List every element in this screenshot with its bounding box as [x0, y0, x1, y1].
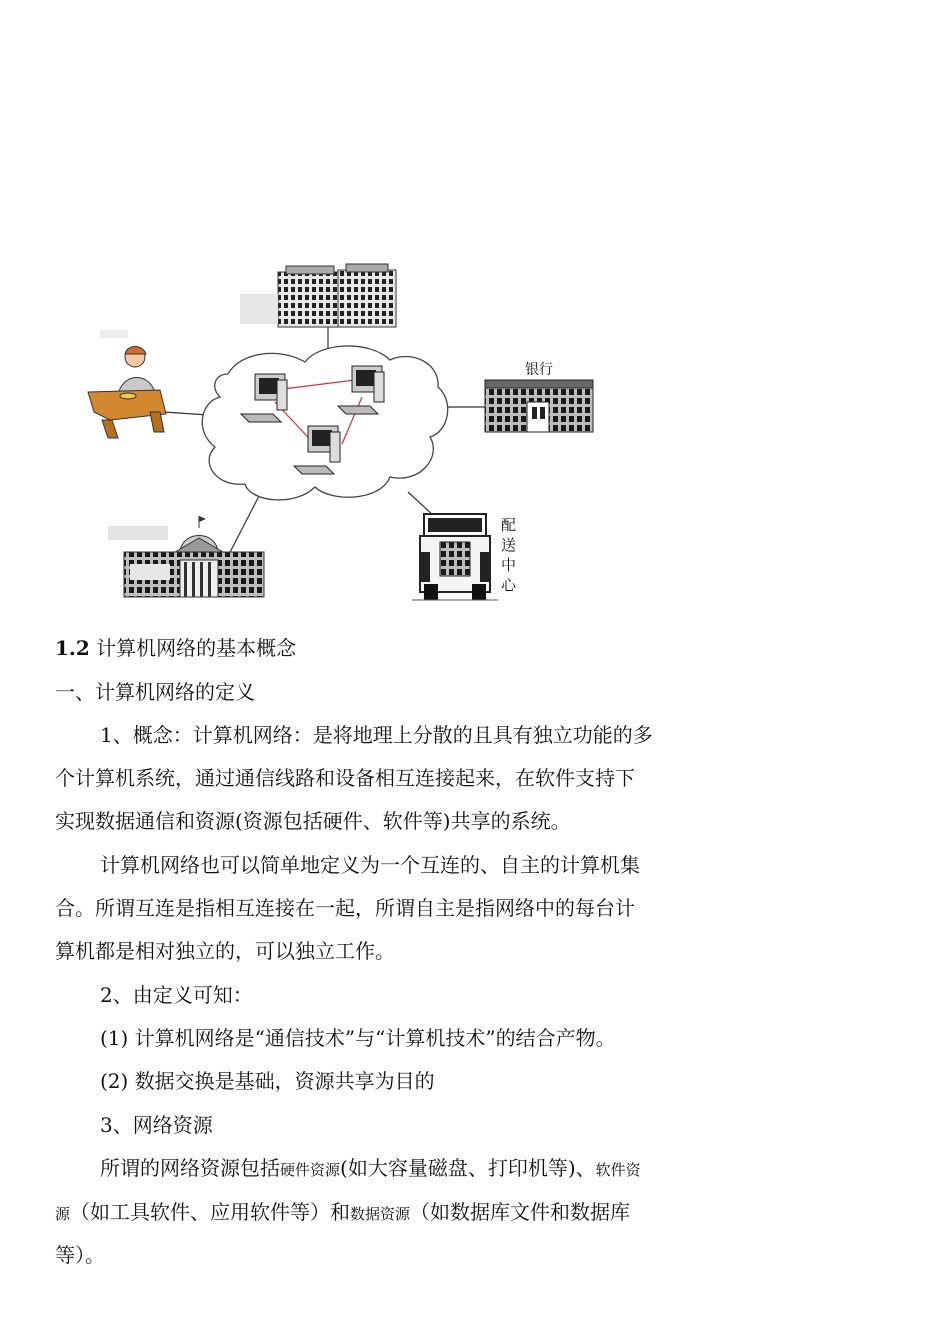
government-building-icon [108, 516, 264, 597]
delivery-truck-icon [412, 514, 498, 600]
section-title: 计算机网络的基本概念 [89, 636, 297, 660]
bank-building-icon [485, 362, 593, 432]
paragraph-line: 3、网络资源 [100, 1113, 213, 1137]
paragraph-line: 等）。 [55, 1243, 105, 1267]
delivery-center-char: 中 [501, 556, 517, 574]
network-diagram [80, 262, 610, 612]
bank-label: 银行 [525, 362, 553, 378]
term-software-cont: 源 [55, 1205, 71, 1223]
list-item: (1) 计算机网络是“通信技术”与“计算机技术”的结合产物。 [100, 1026, 616, 1050]
paragraph-line: 合。所谓互连是指相互连接在一起，所谓自主是指网络中的每台计 [55, 896, 635, 920]
text-run: （如数据库文件和数据库 [410, 1200, 631, 1224]
text-run: (如大容量磁盘、打印机等)、 [340, 1156, 596, 1180]
term-data: 数据资源 [350, 1205, 411, 1223]
term-hardware: 硬件资源 [280, 1161, 341, 1179]
paragraph-line [55, 1200, 630, 1226]
section-number: 1.2 [55, 636, 90, 660]
network-cloud [202, 346, 447, 500]
subsection-heading: 一、计算机网络的定义 [55, 680, 255, 704]
text-run: 所谓的网络资源包括 [100, 1156, 280, 1180]
section-heading [55, 636, 296, 660]
delivery-center-char: 配 [501, 516, 517, 534]
paragraph-line: 个计算机系统，通过通信线路和设备相互连接起来，在软件支持下 [55, 766, 635, 790]
office-buildings-icon [240, 264, 396, 327]
person-at-desk-icon [88, 330, 166, 438]
paragraph-line: 算机都是相对独立的，可以独立工作。 [55, 939, 395, 963]
paragraph-line: 计算机网络也可以简单地定义为一个互连的、自主的计算机集 [100, 853, 640, 877]
delivery-center-char: 送 [501, 536, 517, 554]
delivery-center-char: 心 [501, 576, 517, 594]
term-software: 软件资 [595, 1161, 641, 1179]
paragraph-line: 1、概念：计算机网络：是将地理上分散的且具有独立功能的多 [100, 723, 653, 747]
text-run: （如工具软件、应用软件等）和 [70, 1200, 351, 1224]
list-item: (2) 数据交换是基础，资源共享为目的 [100, 1069, 435, 1093]
delivery-center-label [501, 516, 517, 594]
paragraph-line: 2、由定义可知： [100, 983, 253, 1007]
paragraph-line: 实现数据通信和资源(资源包括硬件、软件等)共享的系统。 [55, 809, 571, 833]
paragraph-line [100, 1156, 641, 1182]
